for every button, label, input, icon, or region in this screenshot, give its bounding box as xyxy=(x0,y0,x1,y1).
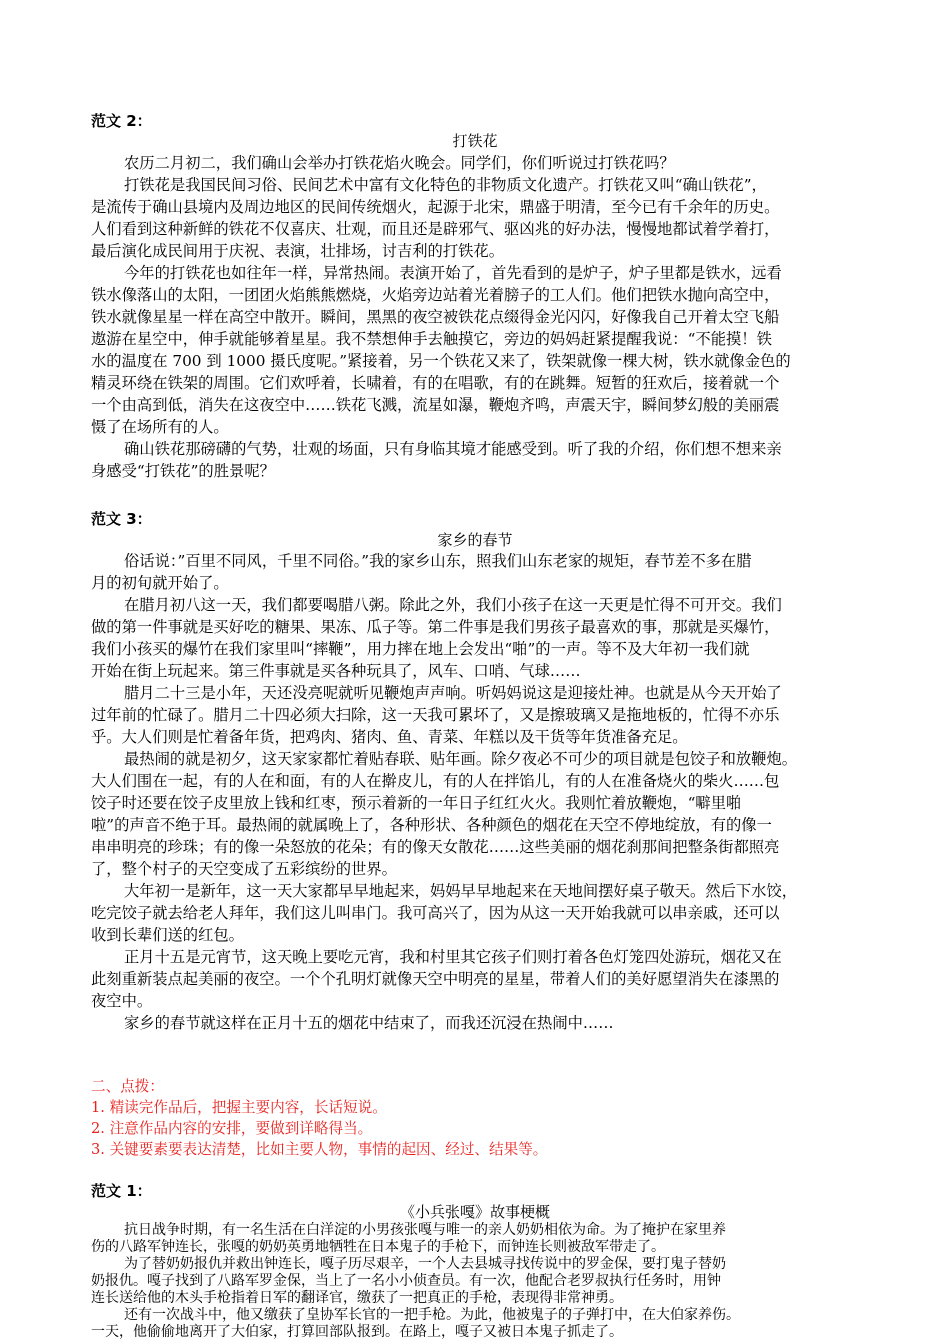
paragraph-line: 俗话说：”百里不同风，千里不同俗。”我的家乡山东，照我们山东老家的规矩，春节差不多在腊 xyxy=(124,552,752,570)
tip-item: 1. 精读完作品后，把握主要内容，长话短说。 xyxy=(91,1099,387,1116)
tip-item: 2. 注意作品内容的安排，要做到详略得当。 xyxy=(91,1120,373,1137)
paragraph-line: 人们看到这种新鲜的铁花不仅喜庆、壮观，而且还是辟邪气、驱凶兆的好办法，慢慢地都试着学着打， xyxy=(91,220,780,238)
paragraph-line: 精灵环绕在铁架的周围。它们欢呼着，长啸着，有的在唱歌，有的在跳舞。短暂的狂欢后，接着就一个 xyxy=(91,374,780,392)
section-heading-2: 范文 2： xyxy=(91,112,152,130)
paragraph-line: 正月十五是元宵节，这天晚上要吃元宵，我和村里其它孩子们则打着各色灯笼四处游玩，烟花又在 xyxy=(124,948,782,966)
paragraph-line: 铁水就像星星一样在高空中散开。瞬间，黑黑的夜空被铁花点缀得金光闪闪，好像我自己开着太空飞船 xyxy=(91,308,780,326)
paragraph-line: 腊月二十三是小年，天还没亮呢就听见鞭炮声声响。听妈妈说这是迎接灶神。也就是从今天开始了 xyxy=(124,684,782,702)
paragraph-line: 连长送给他的木头手枪指着日军的翻译官，缴获了一把真正的手枪，表现得非常神勇。 xyxy=(91,1290,623,1306)
paragraph-line: 做的第一件事就是买好吃的糖果、果冻、瓜子等。第二件事是我们男孩子最喜欢的事，那就是买爆竹， xyxy=(91,618,780,636)
paragraph-line: 开始在街上玩起来。第三件事就是买各种玩具了，风车、口哨、气球…… xyxy=(91,662,581,680)
paragraph-line: 是流传于确山县境内及周边地区的民间传统烟火，起源于北宋，鼎盛于明清，至今已有千余年的历史。 xyxy=(91,198,780,216)
paragraph-line: 一天，他偷偷地离开了大伯家，打算回部队报到。在路上，嘎子又被日本鬼子抓走了。 xyxy=(91,1324,623,1340)
paragraph-line: 抗日战争时期，有一名生活在白洋淀的小男孩张嘎与唯一的亲人奶奶相依为命。为了掩护在家里养 xyxy=(124,1222,726,1238)
paragraph-line: 家乡的春节就这样在正月十五的烟花中结束了，而我还沉浸在热闹中…… xyxy=(124,1014,614,1032)
paragraph-line: 打铁花是我国民间习俗、民间艺术中富有文化特色的非物质文化遗产。打铁花又叫“确山铁花”， xyxy=(124,176,767,194)
paragraph-line: 遨游在星空中，伸手就能够着星星。我不禁想伸手去触摸它，旁边的妈妈赶紧提醒我说：“不能摸！铁 xyxy=(91,330,772,348)
paragraph-line: 大年初一是新年，这一天大家都早早地起来，妈妈早早地起来在天地间摆好桌子敬天。然后下水饺， xyxy=(124,882,798,900)
paragraph-line: 伤的八路军钟连长，张嘎的奶奶英勇地牺牲在日本鬼子的手枪下，而钟连长则被敌军带走了。 xyxy=(91,1239,665,1255)
section-heading-1: 范文 1： xyxy=(91,1182,152,1200)
essay-title-2: 打铁花 xyxy=(452,132,498,150)
paragraph-line: 身感受“打铁花”的胜景呢？ xyxy=(91,462,275,480)
paragraph-line: 啦”的声音不绝于耳。最热闹的就属晚上了，各种形状、各种颜色的烟花在天空不停地绽放，有的像一 xyxy=(91,816,772,834)
paragraph-line: 为了替奶奶报仇并救出钟连长，嘎子历尽艰辛，一个人去县城寻找传说中的罗金保，要打鬼子替奶 xyxy=(124,1256,726,1272)
paragraph-line: 确山铁花那磅礴的气势，壮观的场面，只有身临其境才能感受到。听了我的介绍，你们想不想来亲 xyxy=(124,440,782,458)
paragraph-line: 最后演化成民间用于庆祝、表演，壮排场，讨吉利的打铁花。 xyxy=(91,242,505,260)
essay-title-3: 家乡的春节 xyxy=(437,531,513,549)
paragraph-line: 我们小孩买的爆竹在我们家里叫“摔鞭”，用力摔在地上会发出“啪”的一声。等不及大年初一我们就 xyxy=(91,640,750,658)
paragraph-line: 吃完饺子就去给老人拜年，我们这儿叫串门。我可高兴了，因为从这一天开始我就可以串亲戚，还可以 xyxy=(91,904,780,922)
paragraph-line: 今年的打铁花也如往年一样，异常热闹。表演开始了，首先看到的是炉子，炉子里都是铁水，远看 xyxy=(124,264,782,282)
paragraph-line: 一个由高到低，消失在这夜空中……铁花飞溅，流星如瀑，鞭炮齐鸣，声震天宇，瞬间梦幻般的美丽震 xyxy=(91,396,780,414)
paragraph-line: 在腊月初八这一天，我们都要喝腊八粥。除此之外，我们小孩子在这一天更是忙得不可开交。我们 xyxy=(124,596,782,614)
paragraph-line: 饺子时还要在饺子皮里放上钱和红枣，预示着新的一年日子红红火火。我则忙着放鞭炮，“噼里啪 xyxy=(91,794,742,812)
paragraph-line: 串串明亮的珍珠；有的像一朵怒放的花朵；有的像天女散花……这些美丽的烟花刹那间把整条街都照亮 xyxy=(91,838,780,856)
paragraph-line: 收到长辈们送的红包。 xyxy=(91,926,244,944)
paragraph-line: 月的初旬就开始了。 xyxy=(91,574,229,592)
paragraph-line: 铁水像落山的太阳，一团团火焰熊熊燃烧，火焰旁边站着光着膀子的工人们。他们把铁水抛向高空中， xyxy=(91,286,780,304)
paragraph-line: 了，整个村子的天空变成了五彩缤纷的世界。 xyxy=(91,860,397,878)
paragraph-line: 乎。大人们则是忙着备年货，把鸡肉、猪肉、鱼、青菜、年糕以及干货等年货准备充足。 xyxy=(91,728,688,746)
paragraph-line: 农历二月初二，我们确山会举办打铁花焰火晚会。同学们，你们听说过打铁花吗？ xyxy=(124,154,675,172)
tip-item: 3. 关键要素要表达清楚，比如主要人物，事情的起因、经过、结果等。 xyxy=(91,1141,548,1158)
paragraph-line: 还有一次战斗中，他又缴获了皇协军长官的一把手枪。为此，他被鬼子的子弹打中，在大伯家养伤。 xyxy=(124,1307,740,1323)
paragraph-line: 最热闹的就是初夕，这天家家都忙着贴春联、贴年画。除夕夜必不可少的项目就是包饺子和放鞭炮。 xyxy=(124,750,798,768)
paragraph-line: 慑了在场所有的人。 xyxy=(91,418,229,436)
paragraph-line: 水的温度在 700 到 1000 摄氏度呢。”紧接着，另一个铁花又来了，铁架就像一棵大树，铁水就像金色的 xyxy=(91,352,791,370)
tips-heading: 二、点拨： xyxy=(91,1078,164,1095)
paragraph-line: 夜空中。 xyxy=(91,992,153,1010)
paragraph-line: 大人们围在一起，有的人在和面，有的人在擀皮儿，有的人在拌馅儿，有的人在准备烧火的柴火……包 xyxy=(91,772,780,790)
section-heading-3: 范文 3： xyxy=(91,510,152,528)
paragraph-line: 过年前的忙碌了。腊月二十四必须大扫除，这一天我可累坏了，又是擦玻璃又是拖地板的，忙得不亦乐 xyxy=(91,706,780,724)
essay-title-1: 《小兵张嘎》故事梗概 xyxy=(399,1203,550,1221)
paragraph-line: 此刻重新装点起美丽的夜空。一个个孔明灯就像天空中明亮的星星，带着人们的美好愿望消失在漆黑的 xyxy=(91,970,780,988)
paragraph-line: 奶报仇。嘎子找到了八路军罗金保，当上了一名小小侦查员。有一次，他配合老罗叔执行任务时，用钟 xyxy=(91,1273,721,1289)
